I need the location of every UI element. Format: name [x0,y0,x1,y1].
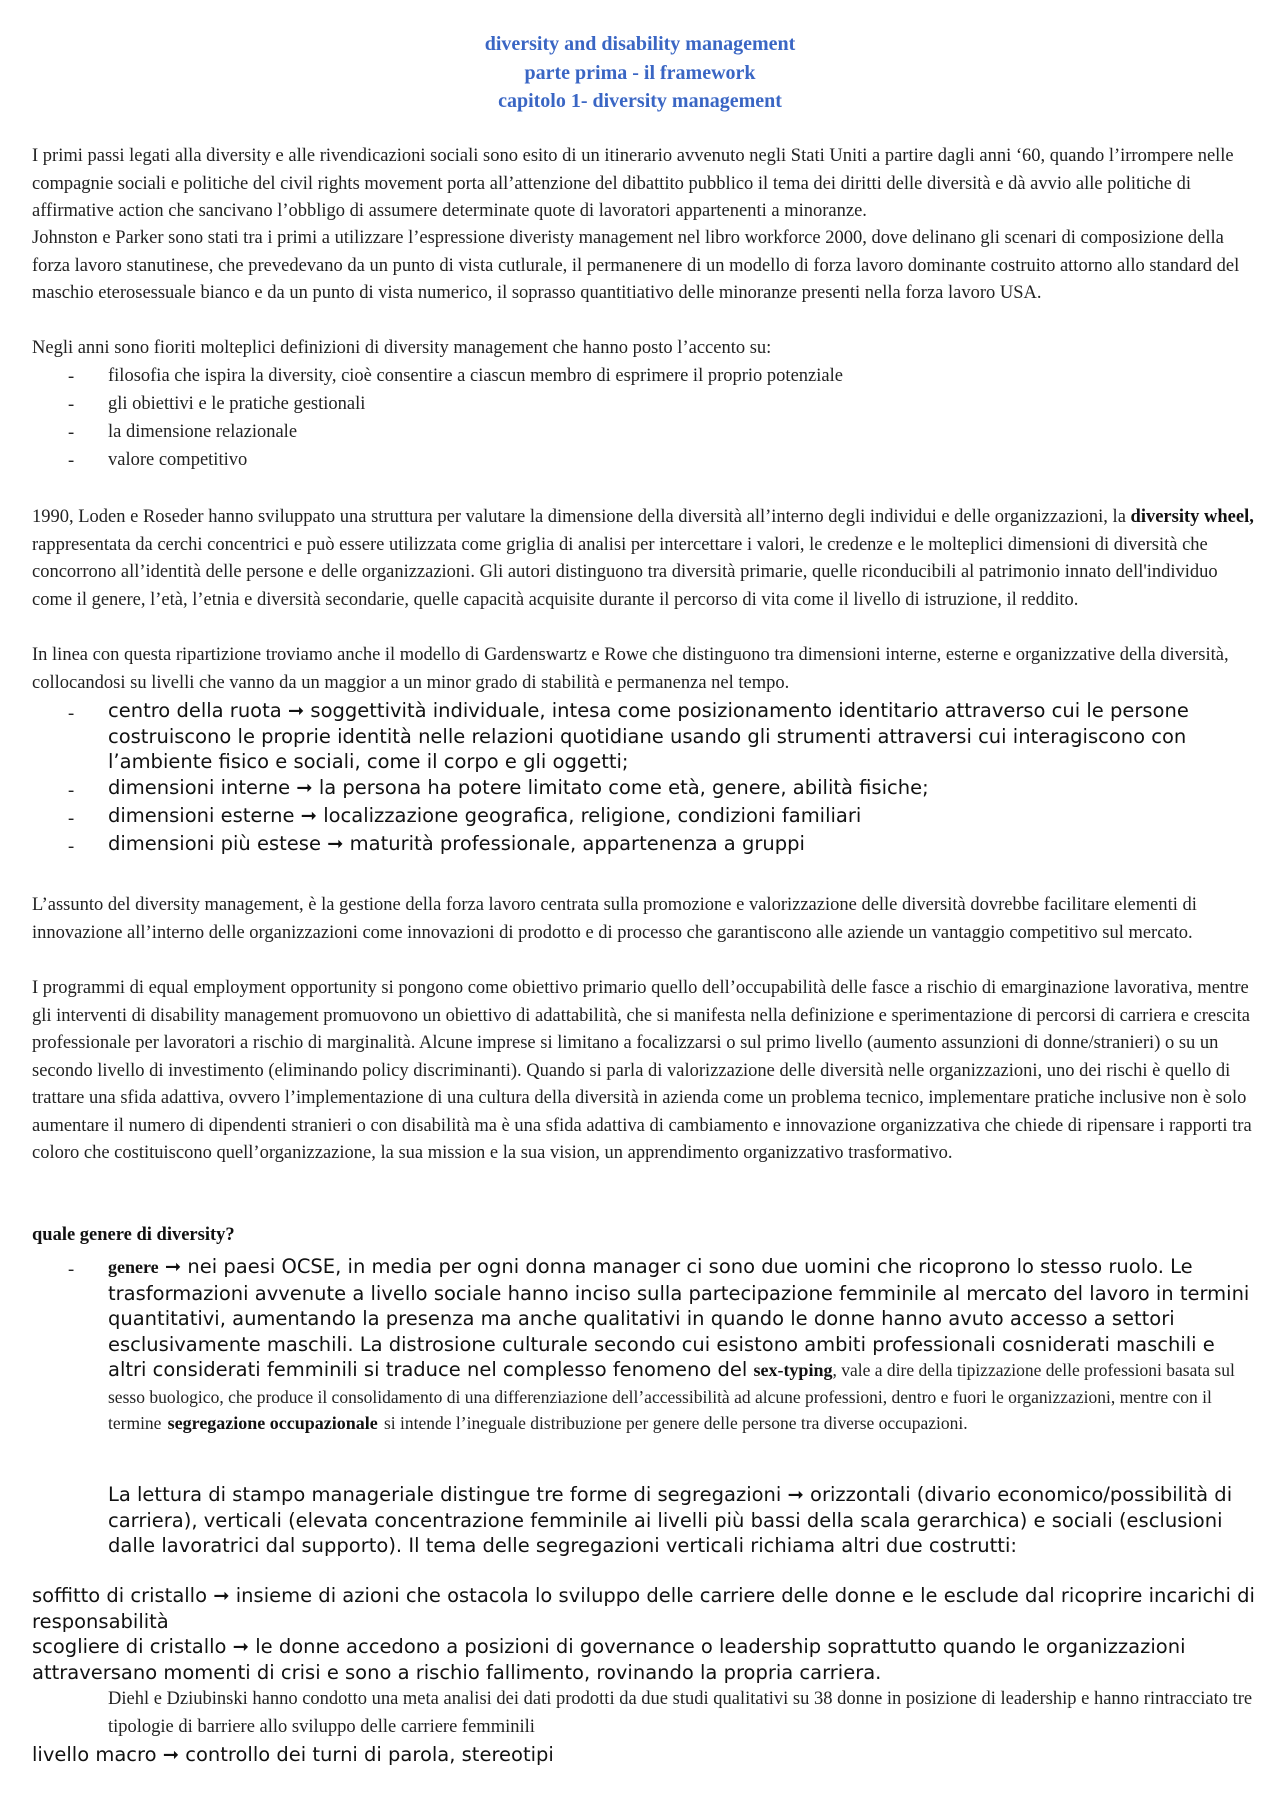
section-heading: quale genere di diversity? [32,1225,235,1245]
diehl-paragraph: Diehl e Dziubinski hanno condotto una meta analisi dei dati prodotti da due studi qualitativi su 38 donne in posizione di leadership e hanno rintracciato tre tipologie di barriere allo sviluppo delle carriere femminili [108,1689,1253,1737]
diversity-wheel-term: diversity wheel, [1130,507,1254,527]
list-bullet: - [68,837,75,857]
segregation-paragraph: La lettura di stampo manageriale distingue tre forme di segregazioni ➞ orizzontali (divario economico/possibilità di carriera), verticali (elevata concentrazione femminile ai livelli più bassi della scala gerarchica) e sociali (esclusioni dalle lavoratrici dal supporto). Il tema delle segregazioni verticali richiama altri due costrutti: [108,1483,1233,1557]
part-title: parte prima - il framework [524,62,756,84]
list-bullet: - [68,451,75,471]
gardenswartz-paragraph: In linea con questa ripartizione troviamo anche il modello di Gardenswartz e Rowe che distinguono tra dimensioni interne, esterne e organizzative della diversità, collocandosi su livelli che vanno da un maggior a un minor grado di stabilità e permanenza nel tempo. [32,645,1229,693]
wheel-paragraph [32,504,1257,614]
assunto-paragraph-1: L’assunto del diversity management, è la gestione della forza lavoro centrata sulla promozione e valorizzazione delle diversità dovrebbe facilitare elementi di innovazione all’interno delle organizzazioni come innovazioni di prodotto e di processo che garantiscono alle aziende un vantaggio competitivo sul mercato. [32,895,1197,943]
list-item: dimensioni più estese ➞ maturità professionale, appartenenza a gruppi [108,832,805,855]
genre-label: genere [108,1257,159,1277]
scogliere-paragraph: scogliere di cristallo ➞ le donne accedono a posizioni di governance o leadership soprattutto quando le organizzazioni attraversano momenti di crisi e sono a rischio fallimento, rovinando la propria carriera. [32,1635,1186,1684]
list-bullet: - [68,423,75,443]
genre-text-2: , vale a dire della tipizzazione delle professioni basata sul sesso buologico, che produce il consolidamento di una differenziazione dell’accessibilità ad alcune professioni, dentro e fuori le organizzazioni, mentre con il termine [108,1360,1235,1433]
document-title: diversity and disability management [484,33,796,55]
list-item: gli obiettivi e le pratiche gestionali [108,394,366,414]
genre-item [108,1254,1258,1437]
genre-text-1: ➞ nei paesi OCSE, in media per ogni donna manager ci sono due uomini che ricoprono lo stesso ruolo. Le trasformazioni avvenute a livello sociale hanno inciso sulla partecipazione femminile al mercato del lavoro in termini quantitativi, aumentando la presenza ma anche qualitativi in quando le donne hanno avuto accesso a settori esclusivamente maschili. La distrosione culturale secondo cui esistono ambiti professionali cosniderati maschili e altri considerati femminili si traduce nel complesso fenomeno del [108,1255,1250,1381]
genre-text-3: si intende l’ineguale distribuzione per genere delle persone tra diverse occupazioni. [384,1413,968,1433]
wheel-text-start: 1990, Loden e Roseder hanno sviluppato una struttura per valutare la dimensione della diversità all’interno degli individui e delle organizzazioni, la [32,507,1126,527]
wheel-text-rest: rappresentata da cerchi concentrici e può essere utilizzata come griglia di analisi per intercettare i valori, le credenze e le molteplici dimensioni di diversità che concorrono all’identità delle persone e delle organizzazioni. Gli autori distinguono tra diversità primarie, quelle riconducibili al patrimonio innato dell'individuo come il genere, l’età, l’etnia e diversità secondarie, quelle capacità acquisite durante il percorso di vita come il livello di istruzione, il reddito. [32,534,1218,610]
list-bullet: - [68,1260,75,1280]
list-bullet: - [68,781,75,801]
list-item: filosofia che ispira la diversity, cioè consentire a ciascun membro di esprimere il proprio potenziale [108,366,843,386]
intro-paragraph-1: I primi passi legati alla diversity e alle rivendicazioni sociali sono esito di un itinerario avvenuto negli Stati Uniti a partire dagli anni ‘60, quando l’irrompere nelle compagnie sociali e politiche del civil rights movement porta all’attenzione del dibattito pubblico il tema dei diritti delle diversità e dà avvio alle politiche di affirmative action che sancivano l’obbligo di assumere determinate quote di lavoratori appartenenti a minoranze. [32,146,1234,221]
list-bullet: - [68,704,75,724]
list-item: la dimensione relazionale [108,422,298,442]
intro-paragraph-3: Negli anni sono fioriti molteplici definizioni di diversity management che hanno posto l’accento su: [32,338,772,358]
macro-level-text: livello macro ➞ controllo dei turni di parola, stereotipi [32,1743,554,1766]
chapter-title: capitolo 1- diversity management [498,90,782,112]
list-item: dimensioni esterne ➞ localizzazione geografica, religione, condizioni familiari [108,804,862,827]
list-item: dimensioni interne ➞ la persona ha potere limitato come età, genere, abilità fisiche; [108,776,929,799]
list-item: valore competitivo [108,450,248,470]
soffitto-paragraph: soffitto di cristallo ➞ insieme di azioni che ostacola lo sviluppo delle carriere delle donne e le esclude dal ricoprire incarichi di responsabilità [32,1584,1255,1633]
segregazione-term: segregazione occupazionale [167,1413,378,1433]
list-bullet: - [68,395,75,415]
list-item: centro della ruota ➞ soggettività individuale, intesa come posizionamento identitario attraverso cui le persone costruiscono le proprie identità nelle relazioni quotidiane usando gli strumenti attraversi cui interagiscono con l’ambiente fisico e sociali, come il corpo e gli oggetti; [108,699,1189,773]
list-bullet: - [68,809,75,829]
sex-typing-term: sex-typing [753,1360,833,1380]
assunto-paragraph-2: I programmi di equal employment opportunity si pongono come obiettivo primario quello dell’occupabilità delle fasce a rischio di emarginazione lavorativa, mentre gli interventi di disability management promuovono un obiettivo di adattabilità, che si manifesta nella definizione e sperimentazione di percorsi di carriera e crescita professionale per lavoratori a rischio di marginalità. Alcune imprese si limitano a focalizzarsi o sul primo livello (aumento assunzioni di donne/stranieri) o su un secondo livello di investimento (eliminando policy discriminanti). Quando si parla di valorizzazione delle diversità nelle organizzazioni, uno dei rischi è quello di trattare una sfida adattiva, ovvero l’implementazione di una cultura della diversità in azienda come un problema tecnico, implementare pratiche inclusive non è solo aumentare il numero di dipendenti stranieri o con disabilità ma è una sfida adattiva di cambiamento e innovazione organizzativa che chiede di ripensare i rapporti tra coloro che costituiscono quell’organizzazione, la sua mission e la sua vision, un apprendimento organizzativo trasformativo. [32,978,1252,1163]
list-bullet: - [68,367,75,387]
intro-paragraph-2: Johnston e Parker sono stati tra i primi a utilizzare l’espressione diveristy management nel libro workforce 2000, dove delinano gli scenari di composizione della forza lavoro stanutinese, che prevedevano da un punto di vista cutlurale, il permanenere di un modello di forza lavoro dominante costruito attorno allo standard del maschio eterosessuale bianco e da un punto di vista numerico, il soprasso quantitiativo delle minoranze presenti nella forza lavoro USA. [32,228,1240,303]
